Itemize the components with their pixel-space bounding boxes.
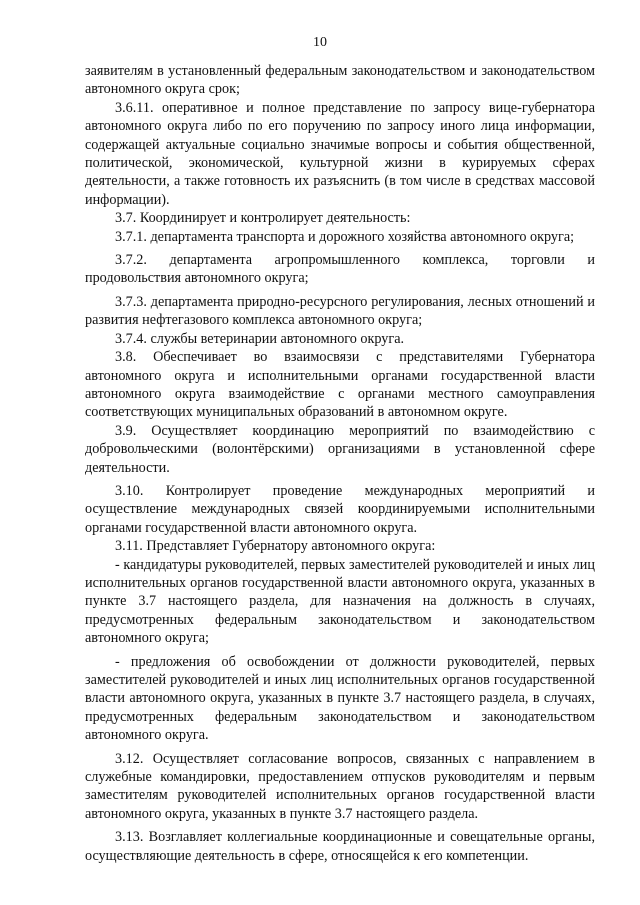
paragraph-3-12: 3.12. Осуществляет согласование вопросов, связанных с направлением в служебные командировки, предоставлением отпусков руководителям и первым заместителям руководителей исполнительных органов государственной власти автономного округа, указанных в пункте 3.7 настоящего раздела. (85, 750, 595, 822)
paragraph-3-11-dismissal: - предложения об освобождении от должности руководителей, первых заместителей руководителей и иных лиц исполнительных органов государственной власти автономного округа, указанных в пункте 3.7 настоящего раздела, в случаях, предусмотренных федеральным законодательством и законодательством автономного округа. (85, 653, 595, 744)
paragraph-3-7-3: 3.7.3. департамента природно-ресурсного регулирования, лесных отношений и развития нефтегазового комплекса автономного округа; (85, 293, 595, 329)
paragraph-3-8: 3.8. Обеспечивает во взаимосвязи с представителями Губернатора автономного округа и исполнительными органами государственной власти автономного округа взаимодействие с органами местного самоуправления соответствующих муниципальных образований в автономном округе. (85, 349, 595, 421)
paragraph-continuation: заявителям в установленный федеральным законодательством и законодательством автономного округа срок; (85, 63, 595, 98)
paragraph-3-9: 3.9. Осуществляет координацию мероприятий по взаимодействию с добровольческими (волонтёрскими) организациями в установленной сфере деятельности. (85, 422, 595, 476)
document-body (85, 62, 595, 865)
paragraph-3-7-2: 3.7.2. департамента агропромышленного комплекса, торговли и продовольствия автономного округа; (85, 252, 595, 287)
paragraph-3-7-1: 3.7.1. департамента транспорта и дорожного хозяйства автономного округа; (115, 228, 575, 245)
paragraph-3-10: 3.10. Контролирует проведение международных мероприятий и осуществление международных связей координируемыми исполнительными органами государственной власти автономного округа. (85, 482, 595, 536)
paragraph-3-11: 3.11. Представляет Губернатору автономного округа: (115, 538, 436, 555)
paragraph-3-13: 3.13. Возглавляет коллегиальные координационные и совещательные органы, осуществляющие деятельность в сфере, относящейся к его компетенции. (85, 829, 595, 864)
paragraph-3-6-11: 3.6.11. оперативное и полное представление по запросу вице-губернатора автономного округа либо по его поручению по запросу иного лица информации, содержащей актуальные социально значимые вопросы и события общественной, политической, экономической, культурной жизни в курируемых сферах деятельности, а также готовность их разъяснить (в том числе в средствах массовой информации). (85, 99, 595, 208)
paragraph-3-11-candidates: - кандидатуры руководителей, первых заместителей руководителей и иных лиц исполнительных органов государственной власти автономного округа, указанных в пункте 3.7 настоящего раздела, для назначения на должность в случаях, предусмотренных федеральным законодательством и законодательством автономного округа; (85, 556, 595, 647)
page-number: 10 (313, 35, 327, 50)
paragraph-3-7: 3.7. Координирует и контролирует деятельность: (115, 210, 411, 227)
paragraph-3-7-4: 3.7.4. службы ветеринарии автономного округа. (115, 330, 405, 347)
